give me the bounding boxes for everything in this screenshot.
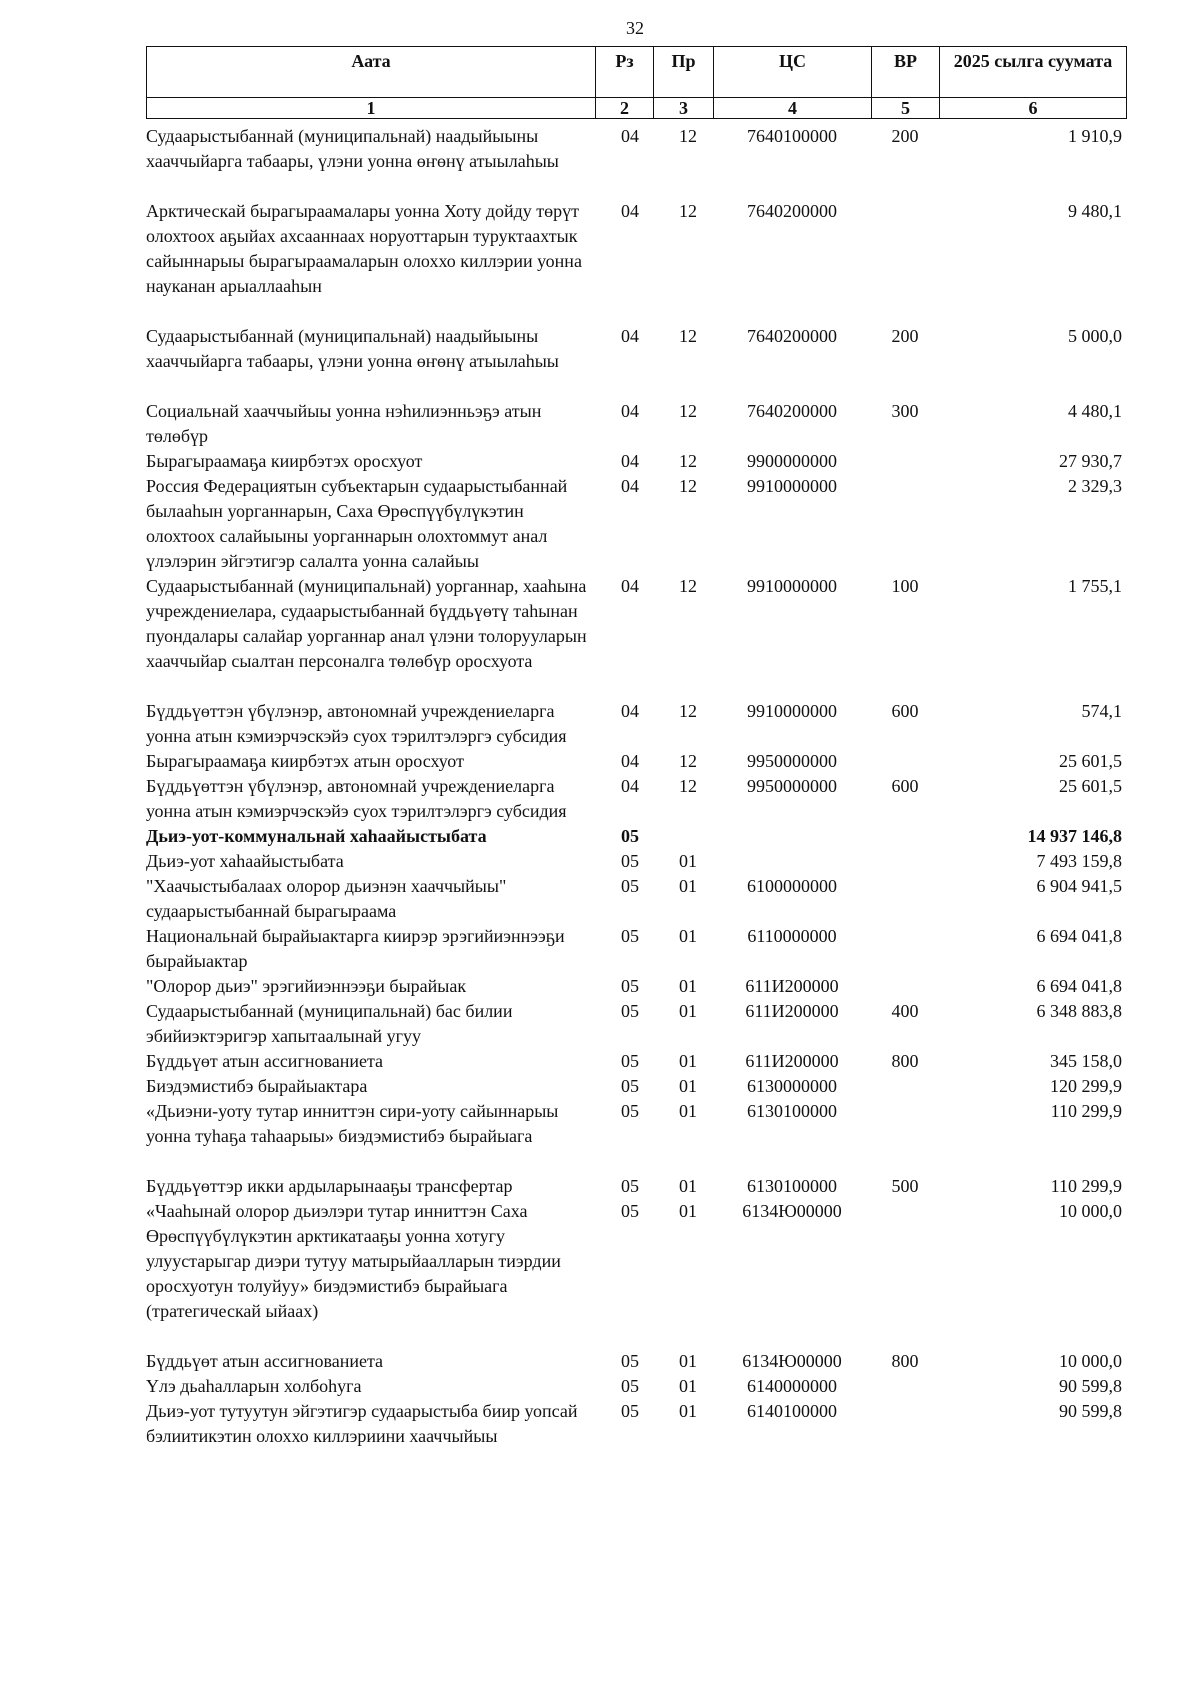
cell-pr: 01	[679, 1401, 697, 1421]
cell-vr	[871, 449, 939, 474]
cell-rz: 05	[621, 826, 639, 846]
cell-cs: 6140000000	[747, 1376, 837, 1396]
cell-cs: 7640200000	[747, 401, 837, 421]
cell-vr: 500	[891, 1176, 919, 1196]
cell-rz: 05	[621, 1101, 639, 1121]
cell-cs: 611И200000	[745, 1001, 839, 1021]
cell-sum: 110 299,9	[1050, 1176, 1122, 1196]
cell-vr: 600	[891, 776, 919, 796]
cell-rz: 04	[621, 476, 639, 496]
table-row	[146, 699, 1126, 749]
table-row	[146, 1074, 1126, 1099]
cell-cs: 7640200000	[747, 201, 837, 221]
cell-cs: 611И200000	[745, 1051, 839, 1071]
cell-vr: 400	[891, 1001, 919, 1021]
cell-cs: 6110000000	[747, 926, 837, 946]
cell-rz: 04	[621, 126, 639, 146]
table-row	[146, 749, 1126, 774]
cell-cs: 6130100000	[747, 1176, 837, 1196]
cell-rz: 04	[621, 776, 639, 796]
cell-sum: 25 601,5	[1059, 776, 1122, 796]
cell-sum: 574,1	[1081, 701, 1122, 721]
cell-pr: 12	[679, 451, 697, 471]
cell-pr: 01	[679, 851, 697, 871]
cell-rz: 05	[621, 876, 639, 896]
cell-pr: 01	[679, 1051, 697, 1071]
header-num-5: 5	[872, 98, 940, 119]
header-num-2: 2	[596, 98, 654, 119]
cell-pr: 12	[679, 326, 697, 346]
cell-pr	[653, 824, 713, 849]
table-row	[146, 824, 1126, 849]
cell-vr: 600	[891, 701, 919, 721]
cell-vr: 200	[891, 126, 919, 146]
table-row	[146, 1174, 1126, 1199]
cell-rz: 04	[621, 751, 639, 771]
cell-cs: 9900000000	[747, 451, 837, 471]
cell-cs: 6140100000	[747, 1401, 837, 1421]
table-row	[146, 1049, 1126, 1074]
cell-cs: 6130100000	[747, 1101, 837, 1121]
cell-name: "Олорор дьиэ" эрэгийиэннээҕи бырайыак	[146, 976, 467, 996]
cell-vr	[871, 199, 939, 324]
cell-rz: 05	[621, 1001, 639, 1021]
table-row	[146, 449, 1126, 474]
cell-sum: 120 299,9	[1050, 1076, 1122, 1096]
cell-cs: 6100000000	[747, 876, 837, 896]
table-row	[146, 874, 1126, 924]
header-sum: 2025 сылга суумата	[940, 47, 1127, 98]
cell-cs: 9910000000	[747, 701, 837, 721]
cell-name: Бүддьүөт атын ассигнованиета	[146, 1051, 384, 1071]
cell-sum: 90 599,8	[1059, 1401, 1122, 1421]
cell-cs	[713, 824, 871, 849]
cell-sum: 110 299,9	[1050, 1101, 1122, 1121]
cell-rz: 04	[621, 201, 639, 221]
cell-cs: 6134Ю00000	[742, 1351, 842, 1371]
header-num-3: 3	[654, 98, 714, 119]
cell-sum: 6 904 941,5	[1036, 876, 1122, 896]
cell-sum: 9 480,1	[1068, 201, 1122, 221]
cell-vr: 200	[891, 326, 919, 346]
header-rz: Рз	[596, 47, 654, 98]
cell-rz: 05	[621, 1351, 639, 1371]
cell-vr	[871, 849, 939, 874]
table-row	[146, 999, 1126, 1049]
table-row	[146, 474, 1126, 574]
cell-pr: 01	[679, 1351, 697, 1371]
budget-table	[146, 124, 1126, 1449]
cell-pr: 12	[679, 476, 697, 496]
table-row	[146, 124, 1126, 199]
table-header	[146, 46, 1127, 119]
cell-pr: 01	[679, 1201, 697, 1221]
cell-sum: 2 329,3	[1068, 476, 1122, 496]
cell-name: Дьиэ-уот тутуутун эйгэтигэр судаарыстыба биир уопсай бэлиитикэтин олоххо киллэриини хааччыйыы	[146, 1401, 578, 1446]
header-num-1: 1	[147, 98, 596, 119]
cell-sum: 25 601,5	[1059, 751, 1122, 771]
cell-vr	[871, 1099, 939, 1174]
cell-sum: 7 493 159,8	[1036, 851, 1122, 871]
cell-pr: 01	[679, 1101, 697, 1121]
cell-name: "Хаачыстыбалаах олорор дьиэнэн хааччыйыы" судаарыстыбаннай бырагыраама	[146, 876, 507, 921]
cell-name: Бүддьүөттэн үбүлэнэр, автономнай учреждениеларга уонна атын кэмиэрчэскэйэ суох тэрилтэлэргэ субсидия	[146, 776, 567, 821]
cell-pr: 12	[679, 776, 697, 796]
cell-rz: 05	[621, 1376, 639, 1396]
cell-pr: 12	[679, 126, 697, 146]
cell-name: Социальнай хааччыйыы уонна нэһилиэнньэҕэ атын төлөбүр	[146, 401, 542, 446]
cell-rz: 05	[621, 851, 639, 871]
cell-name: Бүддьүөттэр икки ардыларынааҕы трансфертар	[146, 1176, 513, 1196]
table-row	[146, 774, 1126, 824]
cell-name: Судаарыстыбаннай (муниципальнай) наадыйыыны хааччыйарга табаары, үлэни уонна өҥөнү атыылаһыы	[146, 126, 559, 171]
cell-vr: 300	[891, 401, 919, 421]
cell-cs: 9950000000	[747, 751, 837, 771]
cell-sum: 10 000,0	[1059, 1201, 1122, 1221]
table-row	[146, 1099, 1126, 1174]
table-row	[146, 199, 1126, 324]
cell-sum: 90 599,8	[1059, 1376, 1122, 1396]
cell-name: Дьиэ-уот-коммунальнай хаһаайыстыбата	[146, 826, 487, 846]
cell-pr: 01	[679, 1376, 697, 1396]
cell-sum: 27 930,7	[1059, 451, 1122, 471]
cell-cs: 9910000000	[747, 576, 837, 596]
cell-name: Дьиэ-уот хаһаайыстыбата	[146, 851, 344, 871]
table-row	[146, 849, 1126, 874]
cell-name: Национальнай бырайыактарга киирэр эрэгийиэннээҕи бырайыактар	[146, 926, 565, 971]
cell-rz: 05	[621, 1051, 639, 1071]
header-vr: ВР	[872, 47, 940, 98]
cell-pr: 12	[679, 401, 697, 421]
cell-cs: 9950000000	[747, 776, 837, 796]
cell-sum: 6 694 041,8	[1036, 926, 1122, 946]
cell-pr: 12	[679, 751, 697, 771]
cell-vr	[871, 474, 939, 574]
cell-pr: 01	[679, 976, 697, 996]
cell-sum: 14 937 146,8	[1027, 826, 1122, 846]
cell-rz: 04	[621, 326, 639, 346]
cell-rz: 04	[621, 451, 639, 471]
cell-vr	[871, 1074, 939, 1099]
cell-cs: 7640100000	[747, 126, 837, 146]
cell-sum: 1 910,9	[1068, 126, 1122, 146]
cell-rz: 05	[621, 1401, 639, 1421]
budget-table-body	[146, 124, 1126, 1449]
header-num-6: 6	[940, 98, 1127, 119]
cell-name: Россия Федерациятын субъектарын судаарыстыбаннай былааһын уорганнарын, Саха Өрөспүүбүлүкэтин олохтоох салайыыны уорганнарын олохтоммут анал үлэлэрин эйгэтигэр салалта уонна салайыы	[146, 476, 568, 571]
cell-vr: 800	[891, 1051, 919, 1071]
cell-rz: 05	[621, 1176, 639, 1196]
cell-pr: 01	[679, 876, 697, 896]
cell-cs: 6134Ю00000	[742, 1201, 842, 1221]
cell-pr: 01	[679, 1076, 697, 1096]
cell-vr: 800	[891, 1351, 919, 1371]
cell-sum: 10 000,0	[1059, 1351, 1122, 1371]
cell-name: Судаарыстыбаннай (муниципальнай) наадыйыыны хааччыйарга табаары, үлэни уонна өҥөнү атыылаһыы	[146, 326, 559, 371]
cell-rz: 04	[621, 401, 639, 421]
cell-name: Бүддьүөт атын ассигнованиета	[146, 1351, 384, 1371]
table-row	[146, 1199, 1126, 1349]
cell-sum: 345 158,0	[1050, 1051, 1122, 1071]
cell-name: Биэдэмистибэ бырайыактара	[146, 1076, 368, 1096]
cell-cs: 611И200000	[745, 976, 839, 996]
header-pr: Пр	[654, 47, 714, 98]
cell-name: Бырагыраамаҕа киирбэтэх оросхуот	[146, 451, 423, 471]
cell-sum: 5 000,0	[1068, 326, 1122, 346]
cell-cs: 6130000000	[747, 1076, 837, 1096]
cell-vr	[871, 749, 939, 774]
table-row	[146, 324, 1126, 399]
cell-name: Судаарыстыбаннай (муниципальнай) уорганнар, хааһына учреждениелара, судаарыстыбаннай бүддьүөтү таһынан пуондалары салайар уорганнар анал үлэни толорууларын хааччыйар сыалтан персоналга төлөбүр оросхуота	[146, 576, 587, 671]
cell-name: Арктическай бырагыраамалары уонна Хоту дойду төрүт олохтоох аҕыйах ахсааннаах норуоттарын туруктаахтык сайыннарыы бырагыраамаларын олоххо киллэрии уонна науканан арыаллааһын	[146, 201, 582, 296]
header-num-4: 4	[714, 98, 872, 119]
table-row	[146, 1349, 1126, 1374]
cell-sum: 6 694 041,8	[1036, 976, 1122, 996]
cell-cs	[713, 849, 871, 874]
page-number: 32	[626, 18, 644, 38]
cell-pr: 01	[679, 1001, 697, 1021]
table-row	[146, 399, 1126, 449]
cell-rz: 04	[621, 576, 639, 596]
table-row	[146, 1374, 1126, 1399]
cell-vr	[871, 874, 939, 924]
cell-pr: 12	[679, 576, 697, 596]
cell-sum: 1 755,1	[1068, 576, 1122, 596]
cell-vr: 100	[891, 576, 919, 596]
table-row	[146, 924, 1126, 974]
cell-name: Судаарыстыбаннай (муниципальнай) бас билии эбийиэктэригэр хапытаалынай угуу	[146, 1001, 513, 1046]
header-cs: ЦС	[714, 47, 872, 98]
cell-vr	[871, 1374, 939, 1399]
cell-sum: 6 348 883,8	[1036, 1001, 1122, 1021]
cell-rz: 05	[621, 926, 639, 946]
cell-name: Бырагыраамаҕа киирбэтэх атын оросхуот	[146, 751, 464, 771]
cell-rz: 05	[621, 1076, 639, 1096]
header-name: Аата	[147, 47, 596, 98]
cell-vr	[871, 924, 939, 974]
cell-name: «Чааһынай олорор дьиэлэри тутар инниттэн Саха Өрөспүүбүлүкэтин арктикатааҕы уонна хотугу улуустарыгар диэри тутуу матырыйаалларын тиэрдии оросхуотун толуйуу» биэдэмистибэ бырайыага (тратегическай ыйаах)	[146, 1201, 561, 1321]
cell-cs: 7640200000	[747, 326, 837, 346]
cell-vr	[871, 974, 939, 999]
cell-pr: 01	[679, 1176, 697, 1196]
cell-vr	[871, 1399, 939, 1449]
cell-rz: 04	[621, 701, 639, 721]
table-row	[146, 974, 1126, 999]
cell-name: Бүддьүөттэн үбүлэнэр, автономнай учреждениеларга уонна атын кэмиэрчэскэйэ суох тэрилтэлэргэ субсидия	[146, 701, 567, 746]
table-row	[146, 574, 1126, 699]
cell-name: Үлэ дьаһалларын холбоһуга	[146, 1376, 362, 1396]
cell-sum: 4 480,1	[1068, 401, 1122, 421]
cell-pr: 12	[679, 201, 697, 221]
table-row	[146, 1399, 1126, 1449]
cell-cs: 9910000000	[747, 476, 837, 496]
cell-pr: 01	[679, 926, 697, 946]
cell-rz: 05	[621, 1201, 639, 1221]
cell-vr	[871, 824, 939, 849]
cell-pr: 12	[679, 701, 697, 721]
cell-vr	[871, 1199, 939, 1349]
cell-name: «Дьиэни-уоту тутар инниттэн сири-уоту сайыннарыы уонна туһаҕа таһаарыы» биэдэмистибэ бырайыага	[146, 1101, 559, 1146]
cell-rz: 05	[621, 976, 639, 996]
